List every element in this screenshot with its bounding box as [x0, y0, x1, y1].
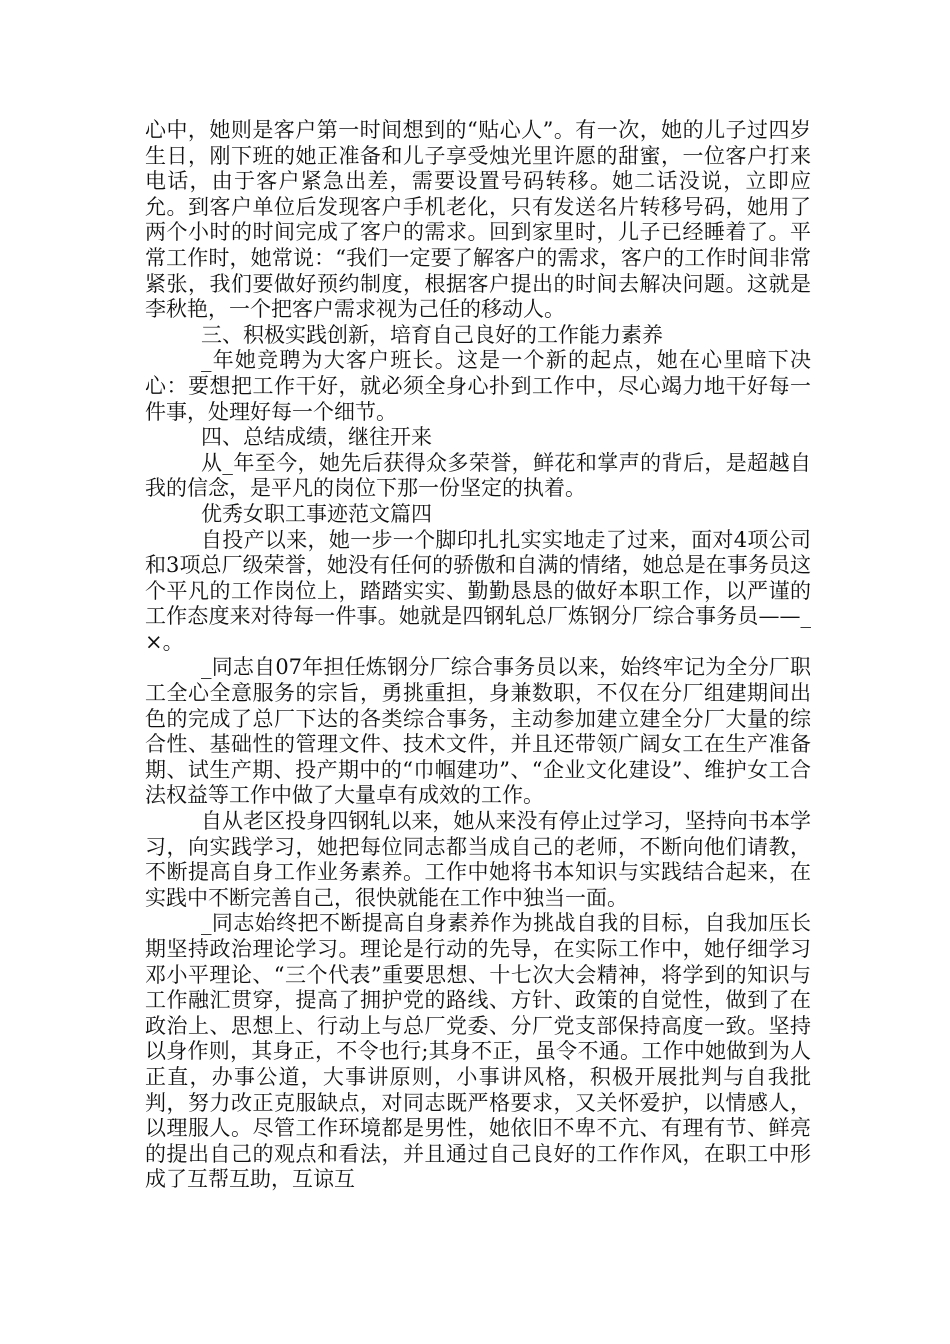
- article-title-part-four: 优秀女职工事迹范文篇四: [201, 501, 432, 526]
- paragraph-clerk-duties: _同志自07年担任炼钢分厂综合事务员以来，始终牢记为全分厂职工全心全意服务的宗旨，勇挑重担，身兼数职，不仅在分厂组建期间出色的完成了总厂下达的各类综合事务，主动参加建立建全分厂大量的综合性、基础性的管理文件、技术文件，并且还带领广阔女工在生产准备期、试生产期、投产期中的“巾帼建功”、“企业文化建设”、维护女工合法权益等工作中做了大量卓有成效的工作。: [145, 655, 811, 808]
- paragraph-honors: 从_年至今，她先后获得众多荣誉，鲜花和掌声的背后，是超越自我的信念，是平凡的岗位下那一份坚定的执着。: [145, 450, 811, 501]
- section-heading-four: 四、总结成绩，继往开来: [201, 425, 432, 450]
- paragraph-continuation: 心中，她则是客户第一时间想到的“贴心人”。有一次，她的儿子过四岁生日，刚下班的她正准备和儿子享受烛光里许愿的甜蜜，一位客户打来电话，由于客户紧急出差，需要设置号码转移。她二话没说，立即应允。到客户单位后发现客户手机老化，只有发送名片转移号码，她用了两个小时的时间完成了客户的需求。回到家里时，儿子已经睡着了。平常工作时，她常说：“我们一定要了解客户的需求，客户的工作时间非常紧张，我们要做好预约制度，根据客户提出的时间去解决问题。这就是李秋艳，一个把客户需求视为己任的移动人。: [145, 118, 811, 322]
- document-body: [145, 118, 811, 1193]
- paragraph-self-improvement: _同志始终把不断提高自身素养作为挑战自我的目标，自我加压长期坚持政治理论学习。理论是行动的先导，在实际工作中，她仔细学习邓小平理论、“三个代表”重要思想、十七次大会精神，将学到的知识与工作融汇贯穿，提高了拥护党的路线、方针、政策的自觉性，做到了在政治上、思想上、行动上与总厂党委、分厂党支部保持高度一致。坚持以身作则，其身正，不令也行;其身不正，虽令不通。工作中她做到为人正直，办事公道，大事讲原则，小事讲风格，积极开展批判与自我批判，努力改正克服缺点，对同志既严格要求，又关怀爱护，以情感人，以理服人。尽管工作环境都是男性，她依旧不卑不亢、有理有节、鲜亮的提出自己的观点和看法，并且通过自己良好的工作作风，在职工中形成了互帮互助，互谅互: [145, 911, 811, 1192]
- paragraph-team-leader: _年她竞聘为大客户班长。这是一个新的起点，她在心里暗下决心：要想把工作干好，就必须全身心扑到工作中，尽心竭力地干好每一件事，处理好每一个细节。: [145, 348, 811, 424]
- paragraph-learning: 自从老区投身四钢轧以来，她从来没有停止过学习，坚持向书本学习，向实践学习，她把每位同志都当成自己的老师，不断向他们请教，不断提高自身工作业务素养。工作中她将书本知识与实践结合起来，在实践中不断完善自己，很快就能在工作中独当一面。: [145, 809, 811, 910]
- section-heading-three: 三、积极实践创新，培育自己良好的工作能力素养: [201, 322, 663, 347]
- paragraph-since-production: 自投产以来，她一步一个脚印扎扎实实地走了过来，面对4项公司和3项总厂级荣誉，她没有任何的骄傲和自满的情绪，她总是在事务员这个平凡的工作岗位上，踏踏实实、勤勤恳恳的做好本职工作，以严谨的工作态度来对待每一件事。她就是四钢轧总厂炼钢分厂综合事务员——_×。: [145, 527, 811, 654]
